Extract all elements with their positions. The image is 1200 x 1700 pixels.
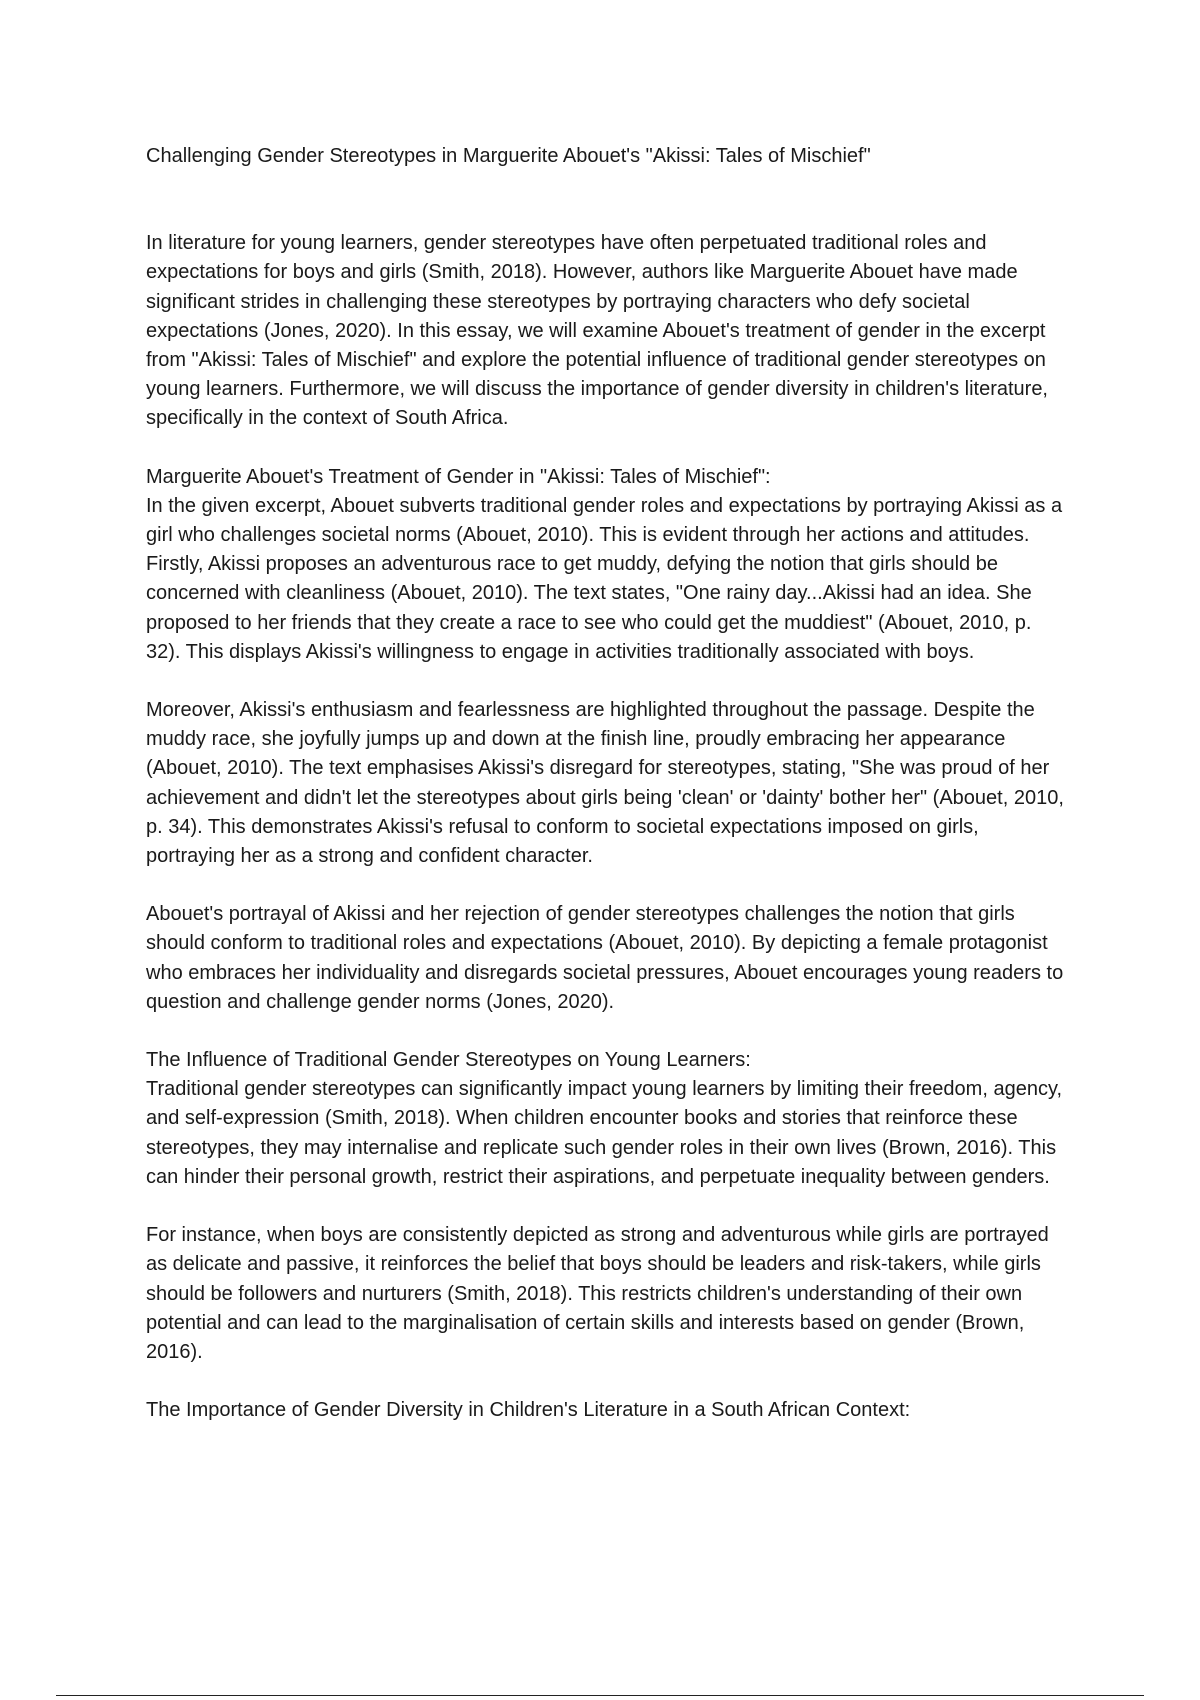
body-paragraph: Moreover, Akissi's enthusiasm and fearlessness are highlighted throughout the passage. Despite the muddy race, she joyfully jumps up and down at the finish line, proudly embracing her appearance (Abouet, 2010). The text emphasises Akissi's disregard for stereotypes, stating, "She was proud of her achievement and didn't let the stereotypes about girls being 'clean' or 'dainty' bother her" (Abouet, 2010, p. 34). This demonstrates Akissi's refusal to conform to societal expectations imposed on girls, portraying her as a strong and confident character. xyxy=(146,699,1064,868)
section-gender-treatment xyxy=(146,463,1066,1017)
section-heading: The Influence of Traditional Gender Stereotypes on Young Learners: xyxy=(146,1049,751,1072)
body-paragraph: In the given excerpt, Abouet subverts traditional gender roles and expectations by portraying Akissi as a girl who challenges societal norms (Abouet, 2010). This is evident through her actions and attitudes. Firstly, Akissi proposes an adventurous race to get muddy, defying the notion that girls should be concerned with cleanliness (Abouet, 2010). The text states, "One rainy day...Akissi had an idea. She proposed to her friends that they create a race to see who could get the muddiest" (Abouet, 2010, p. 32). This displays Akissi's willingness to engage in activities traditionally associated with boys. xyxy=(146,494,1063,663)
section-stereotype-influence xyxy=(146,1046,1066,1367)
section-heading: Marguerite Abouet's Treatment of Gender in "Akissi: Tales of Mischief": xyxy=(146,465,771,488)
body-paragraph: For instance, when boys are consistently depicted as strong and adventurous while girls are portrayed as delicate and passive, it reinforces the belief that boys should be leaders and risk-takers, while girls should be followers and nurturers (Smith, 2018). This restricts children's understanding of their own potential and can lead to the marginalisation of certain skills and interests based on gender (Brown, 2016). xyxy=(146,1224,1049,1363)
document-title: Challenging Gender Stereotypes in Marguerite Abouet's "Akissi: Tales of Mischief" xyxy=(146,145,871,167)
body-paragraph: Abouet's portrayal of Akissi and her rejection of gender stereotypes challenges the notion that girls should conform to traditional roles and expectations (Abouet, 2010). By depicting a female protagonist who embraces her individuality and disregards societal pressures, Abouet encourages young readers to question and challenge gender norms (Jones, 2020). xyxy=(146,903,1064,1013)
section-heading: The Importance of Gender Diversity in Children's Literature in a South African Context: xyxy=(146,1399,911,1422)
document-page xyxy=(146,142,1066,1425)
page-bottom-divider xyxy=(56,1695,1144,1696)
body-paragraph: Traditional gender stereotypes can significantly impact young learners by limiting their freedom, agency, and self-expression (Smith, 2018). When children encounter books and stories that reinforce these stereotypes, they may internalise and replicate such gender roles in their own lives (Brown, 2016). This can hinder their personal growth, restrict their aspirations, and perpetuate inequality between genders. xyxy=(146,1078,1063,1188)
intro-paragraph: In literature for young learners, gender stereotypes have often perpetuated traditional roles and expectations for boys and girls (Smith, 2018). However, authors like Marguerite Abouet have made significant strides in challenging these stereotypes by portraying characters who defy societal expectations (Jones, 2020). In this essay, we will examine Abouet's treatment of gender in the excerpt from "Akissi: Tales of Mischief" and explore the potential influence of traditional gender stereotypes on young learners. Furthermore, we will discuss the importance of gender diversity in children's literature, specifically in the context of South Africa. xyxy=(146,232,1048,430)
section-gender-diversity xyxy=(146,1396,1066,1425)
